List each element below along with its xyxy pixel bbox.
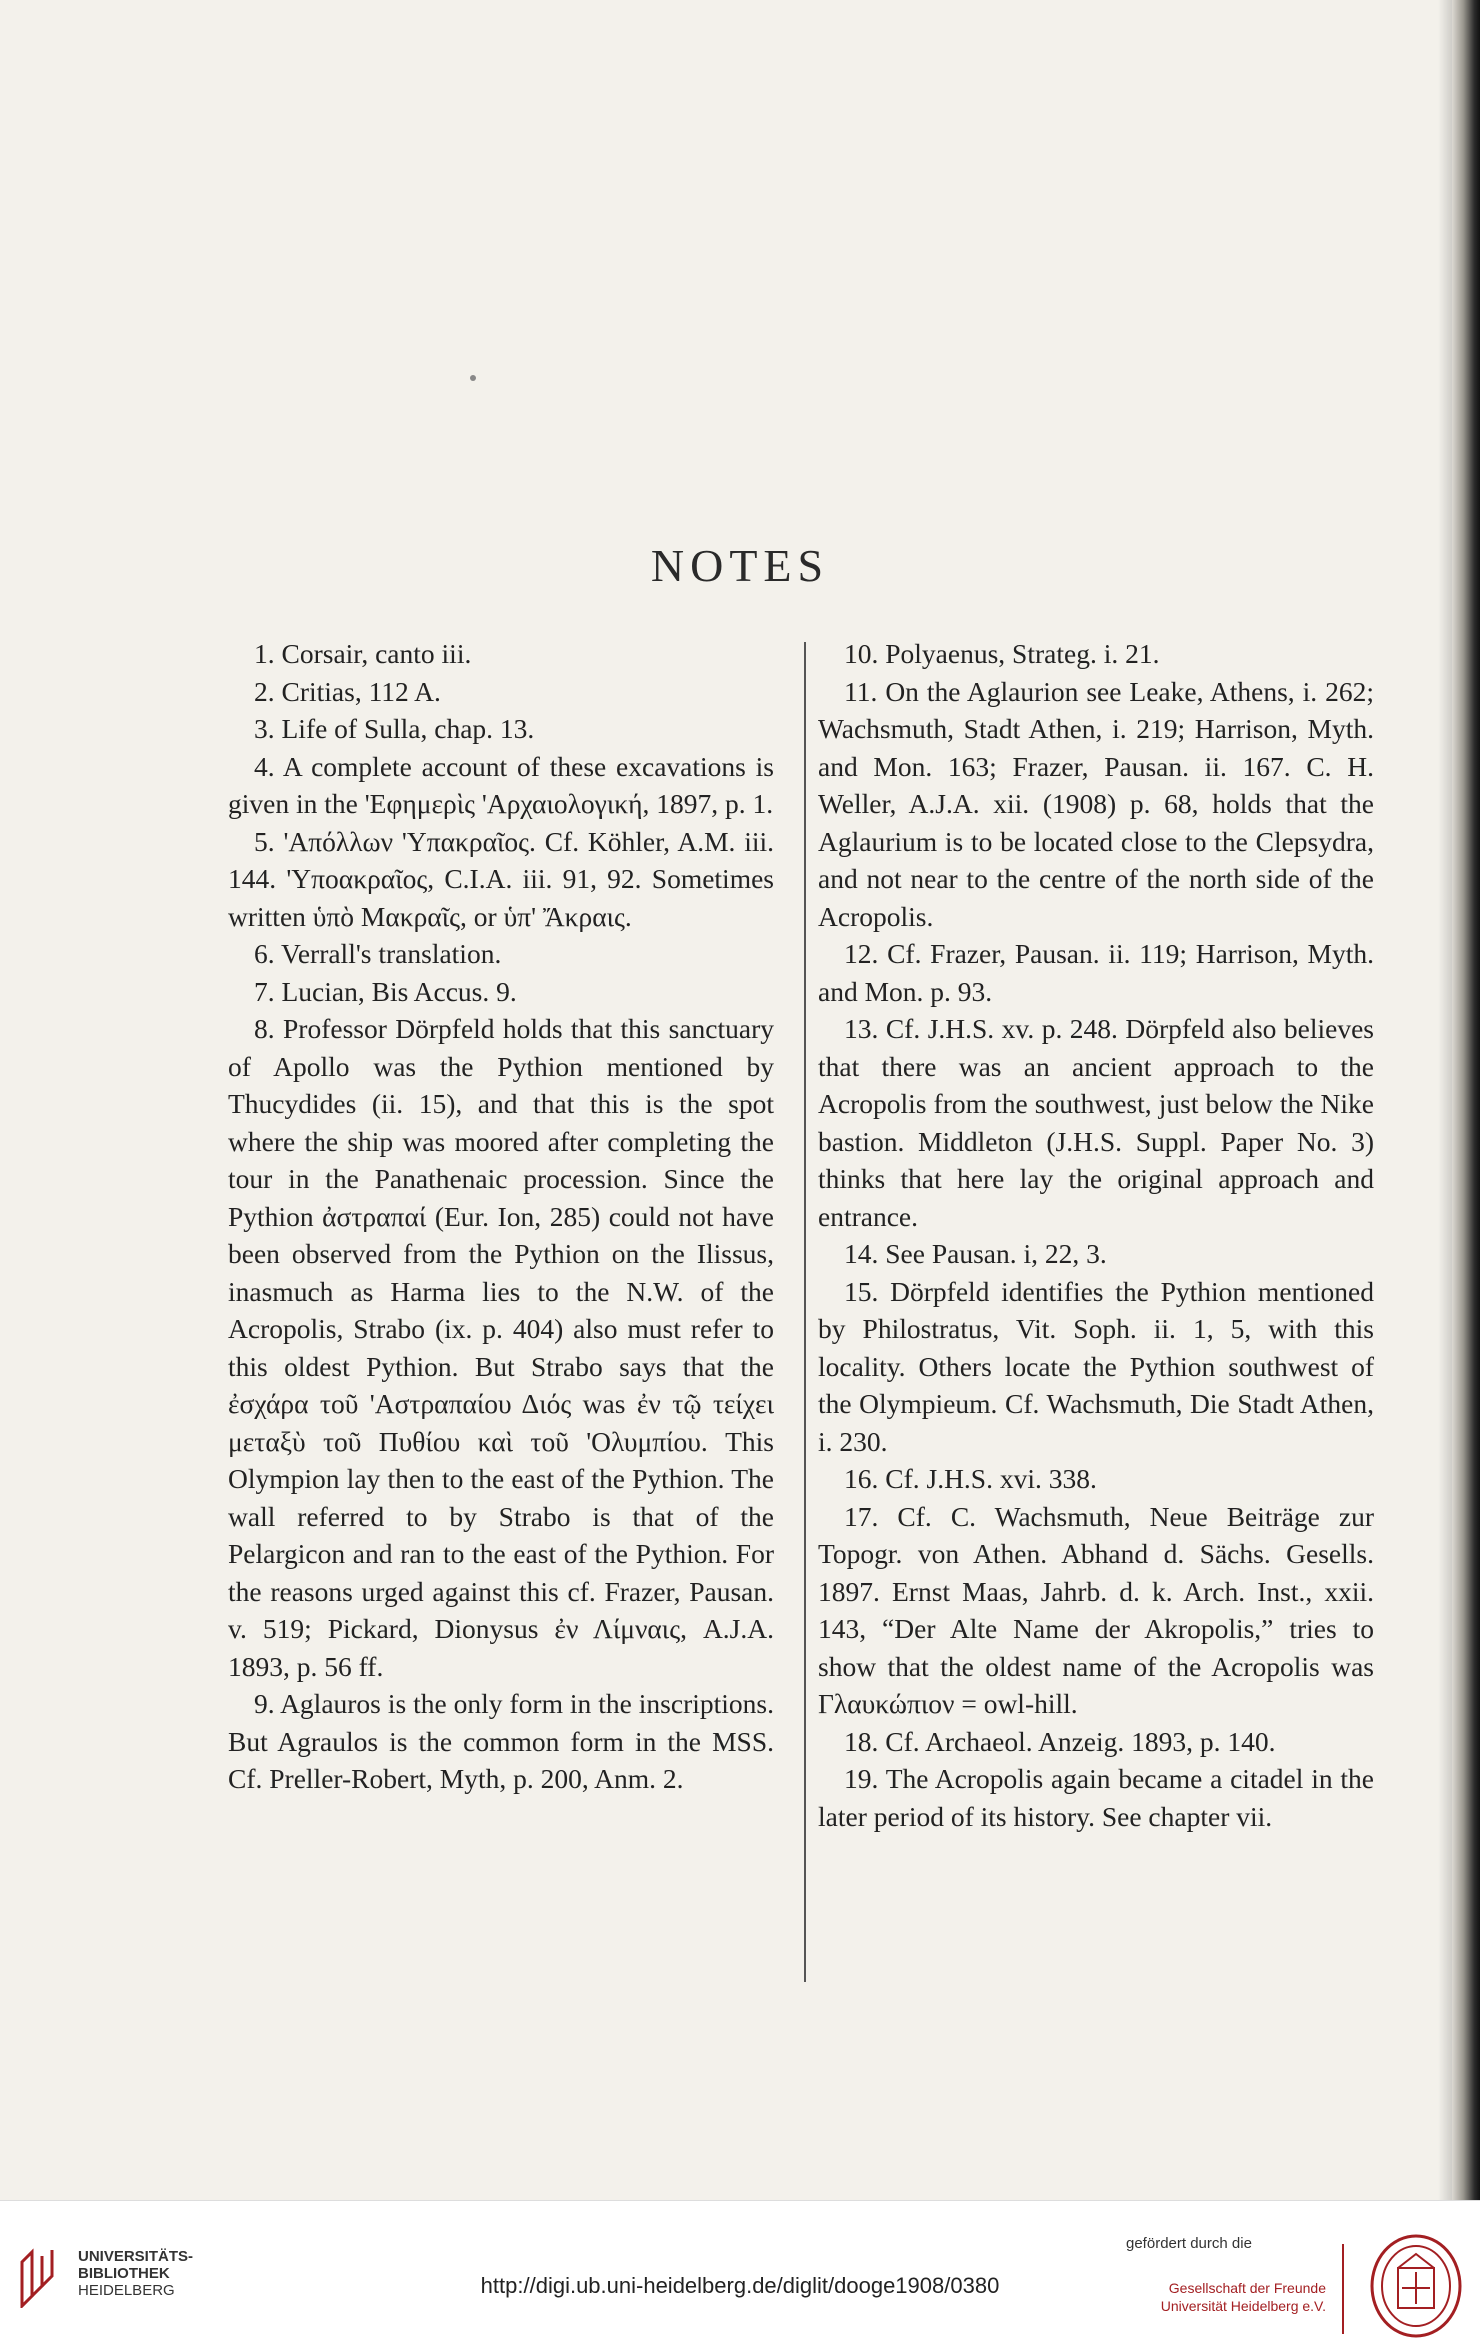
- note-number: 4.: [254, 750, 275, 782]
- note-item: [818, 1273, 1374, 1461]
- note-number: 16.: [844, 1463, 879, 1494]
- note-item: [818, 1235, 1374, 1273]
- note-number: 1.: [254, 638, 275, 669]
- footer-bar: [0, 2200, 1480, 2343]
- page-title: NOTES: [650, 539, 830, 591]
- note-text: See Pausan. i, 22, 3.: [885, 1238, 1107, 1269]
- note-item: [228, 1685, 774, 1798]
- note-text: Dörpfeld identifies the Pythion mentioned by Philostratus, Vit. Soph. ii. 1, 5, with this locality. Others locate the Pythion southwest of the Olympieum. Cf. Wachsmuth, Die Stadt Athen, i. 230.: [818, 1275, 1375, 1457]
- note-number: 11.: [844, 675, 878, 707]
- note-number: 14.: [844, 1238, 879, 1269]
- library-name-line2: BIBLIOTHEK: [78, 2265, 170, 2282]
- note-number: 17.: [844, 1500, 879, 1532]
- note-item: [818, 1460, 1374, 1498]
- sponsor-name-line2: Universität Heidelberg e.V.: [1160, 2298, 1326, 2314]
- note-text: Lucian, Bis Accus. 9.: [281, 975, 517, 1007]
- note-text: 'Απόλλων 'Υπακραῖος. Cf. Köhler, A.M. iii. 144. 'Υποακραῖος, C.I.A. iii. 91, 92. Sometimes written ὑπὸ Μακραῖς, or ὑπ' Ἄκραις.: [228, 825, 774, 932]
- note-item: [228, 673, 774, 711]
- note-item: [818, 1723, 1374, 1761]
- column-rule: [804, 642, 806, 1982]
- notes-left-column: [228, 635, 774, 1798]
- book-spine: [1452, 0, 1480, 2200]
- note-item: [228, 823, 774, 936]
- note-item: [818, 673, 1374, 936]
- note-item: [228, 748, 774, 823]
- note-text: Cf. Frazer, Pausan. ii. 119; Harrison, Myth. and Mon. p. 93.: [818, 938, 1375, 1007]
- note-item: [818, 1010, 1374, 1235]
- note-text: Cf. C. Wachsmuth, Neue Beiträge zur Topogr. von Athen. Abhand d. Sächs. Gesells. 1897. Ernst Maas, Jahrb. d. k. Arch. Inst., xxii. 143, “Der Alte Name der Akropolis,” tries to show that the oldest name of the Acropolis was Γλαυκώπιον = owl-hill.: [818, 1500, 1375, 1719]
- sponsor-divider: [1342, 2244, 1344, 2334]
- university-seal-icon: [1368, 2232, 1464, 2340]
- note-number: 15.: [844, 1275, 879, 1307]
- note-text: On the Aglaurion see Leake, Athens, i. 262; Wachsmuth, Stadt Athen, i. 219; Harrison, Myth. and Mon. 163; Frazer, Pausan. ii. 167. C. H. Weller, A.J.A. xii. (1908) p. 68, holds that the Aglaurium is to be located close to the Clepsydra, and not near to the centre of the north side of the Acropolis.: [818, 675, 1374, 932]
- notes-right-column: [818, 635, 1374, 1835]
- sponsor-name-line1: Gesellschaft der Freunde: [1168, 2280, 1326, 2296]
- note-number: 18.: [844, 1725, 879, 1757]
- page-speck: [470, 375, 476, 381]
- spine-shadow: [1438, 0, 1452, 2200]
- note-item: [818, 635, 1374, 673]
- note-number: 8.: [254, 1013, 275, 1044]
- note-number: 19.: [844, 1763, 879, 1794]
- note-text: Polyaenus, Strateg. i. 21.: [885, 638, 1160, 669]
- note-text: Corsair, canto iii.: [281, 638, 472, 669]
- note-number: 2.: [254, 675, 275, 707]
- permalink-url[interactable]: http://digi.ub.uni-heidelberg.de/diglit/dooge1908/0380: [480, 2273, 1000, 2298]
- library-name-line3: HEIDELBERG: [78, 2282, 175, 2299]
- note-number: 9.: [254, 1688, 275, 1719]
- note-number: 10.: [844, 638, 879, 669]
- note-item: [228, 635, 774, 673]
- note-text: Cf. Archaeol. Anzeig. 1893, p. 140.: [885, 1725, 1276, 1757]
- note-text: Cf. J.H.S. xv. p. 248. Dörpfeld also believes that there was an ancient approach to the Acropolis from the southwest, just below the Nike bastion. Middleton (J.H.S. Suppl. Paper No. 3) thinks that here lay the original approach and entrance.: [818, 1013, 1374, 1232]
- note-item: [818, 1498, 1374, 1723]
- note-number: 7.: [254, 975, 275, 1007]
- note-text: Verrall's translation.: [281, 938, 502, 969]
- note-item: [228, 935, 774, 973]
- library-name-line1: UNIVERSITÄTS-: [78, 2248, 194, 2265]
- sponsor-lead-text: gefördert durch die: [1126, 2235, 1252, 2252]
- note-text: Professor Dörpfeld holds that this sanctuary of Apollo was the Pythion mentioned by Thucydides (ii. 15), and that this is the spot where the ship was moored after completing the tour in the Panathenaic procession. Since the Pythion ἀστραπαί (Eur. Ion, 285) could not have been observed from the Pythion on the Ilissus, inasmuch as Harma lies to the N.W. of the Acropolis, Strabo (ix. p. 404) also must refer to this oldest Pythion. But Strabo says that the ἐσχάρα τοῦ 'Αστραπαίου Διός was ἐν τῷ τείχει μεταξὺ τοῦ Πυθίου καὶ τοῦ 'Ολυμπίου. This Olympion lay then to the east of the Pythion. The wall referred to by Strabo is that of the Pelargicon and ran to the east of the Pythion. For the reasons urged against this cf. Frazer, Pausan. v. 519; Pickard, Dionysus ἐν Λίμναις, A.J.A. 1893, p. 56 ff.: [228, 1013, 775, 1682]
- note-item: [228, 710, 774, 748]
- note-text: The Acropolis again became a citadel in the later period of its history. See chapter vii.: [818, 1763, 1374, 1832]
- note-item: [818, 1760, 1374, 1835]
- note-number: 12.: [844, 938, 879, 969]
- note-number: 13.: [844, 1013, 879, 1044]
- note-item: [818, 935, 1374, 1010]
- note-number: 3.: [254, 713, 275, 744]
- note-number: 6.: [254, 938, 275, 969]
- note-item: [228, 1010, 774, 1685]
- note-text: Aglauros is the only form in the inscriptions. But Agraulos is the common form in the MSS. Cf. Preller-Robert, Myth, p. 200, Anm. 2.: [228, 1688, 774, 1794]
- note-text: Critias, 112 A.: [281, 675, 441, 707]
- note-item: [228, 973, 774, 1011]
- sponsor-name: [1150, 2279, 1326, 2315]
- note-number: 5.: [254, 825, 275, 857]
- note-text: Life of Sulla, chap. 13.: [281, 713, 535, 744]
- note-text: A complete account of these excavations is given in the 'Εφημερὶς 'Αρχαιολογική, 1897, p. 1.: [228, 750, 774, 819]
- note-text: Cf. J.H.S. xvi. 338.: [885, 1463, 1097, 1494]
